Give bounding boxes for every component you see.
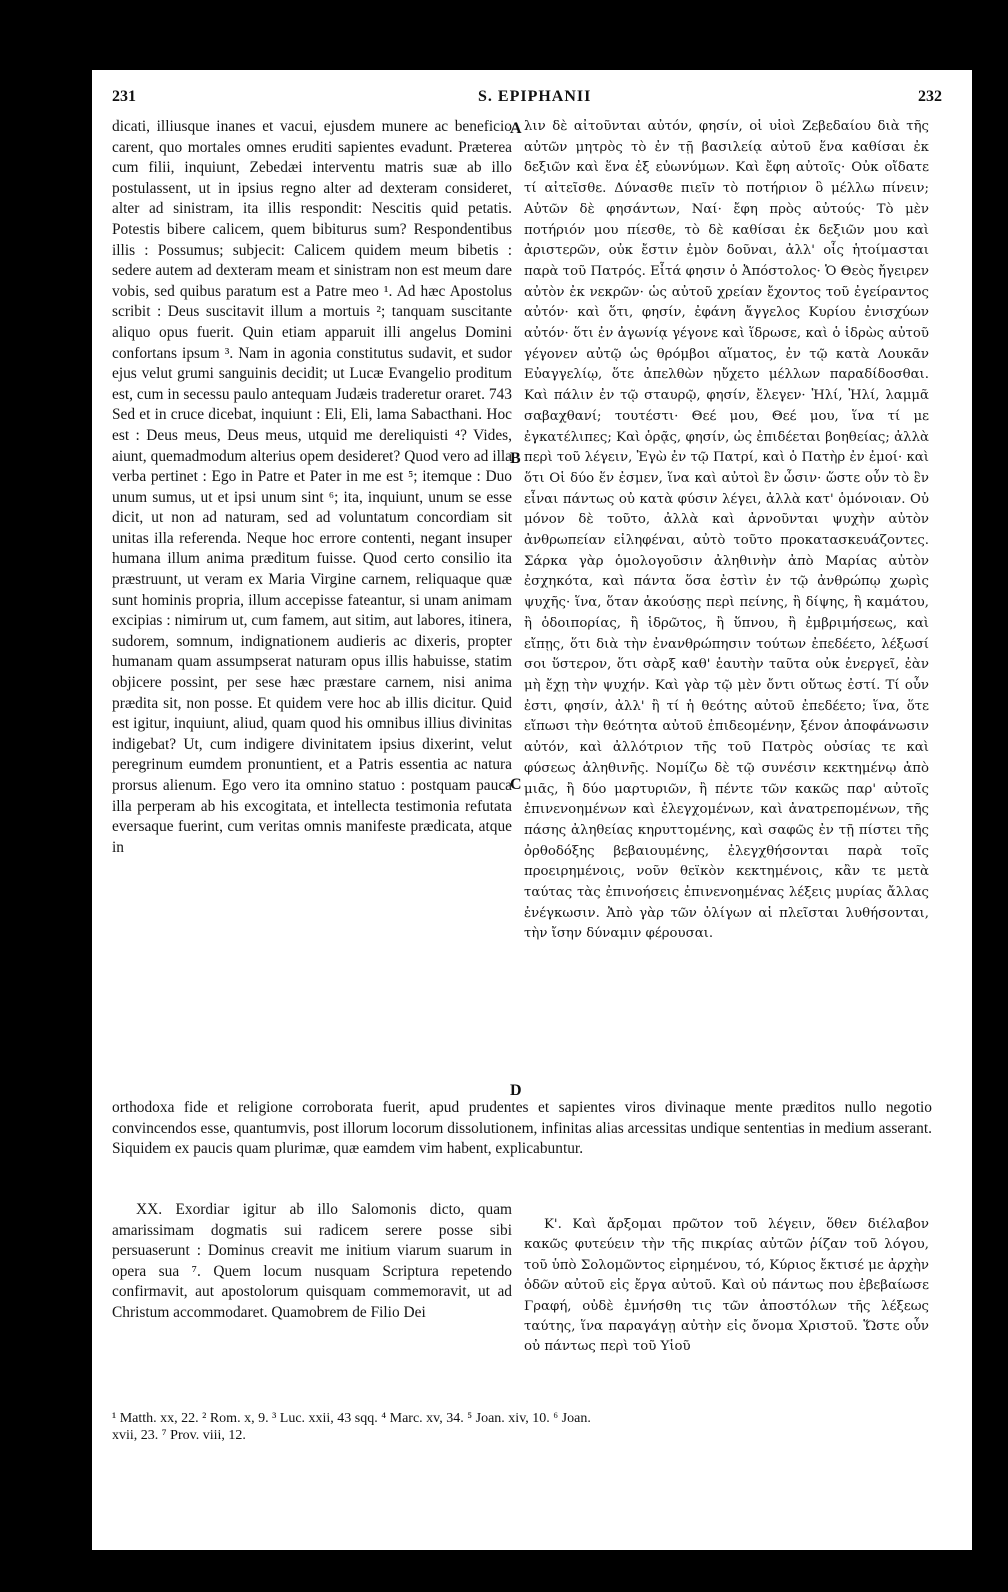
- full-width-text: orthodoxa fide et religione corroborata fuerit, apud prudentes et sapientes viros divinaque mente præditos nullo negotio convincendos esse, quantumvis, post illorum locorum dissolutionem, infinitas alias arcessitas undique sententias in medium asserant. Siquidem ex paucis quam plurimæ, quæ eamdem vim habent, explicabuntur.: [112, 1099, 932, 1158]
- page-number-left: 231: [112, 88, 136, 105]
- greek-column-section-k: [524, 1215, 929, 1415]
- margin-marker-a: A: [510, 120, 522, 137]
- footnote-line-1: ¹ Matth. xx, 22. ² Rom. x, 9. ³ Luc. xxii, 43 sqq. ⁴ Marc. xv, 34. ⁵ Joan. xiv, 10. ⁶ Joan.: [112, 1411, 591, 1426]
- latin-column-section-xx: [112, 1200, 512, 1400]
- greek-text: λιν δὲ αἰτοῦνται αὐτόν, φησίν, οἱ υἱοὶ Ζεβεδαίου διὰ τῆς αὐτῶν μητρὸς τὸ ἐν τῇ βασιλείᾳ αὐτοῦ ἕνα καθίσαι ἐκ δεξιῶν καὶ ἕνα ἐξ εὐωνύμων. Καὶ ἔφη αὐτοῖς· Οὐκ οἴδατε τί αἰτεῖσθε. Δύνασθε πιεῖν τὸ ποτήριον ὃ μέλλω πίνειν; Αὐτῶν δὲ φησάντων, Ναί· ἔφη πρὸς αὐτούς· Τὸ μὲν ποτήριόν μου πίεσθε, τὸ δὲ καθίσαι ἐκ δεξιῶν μου καὶ ἀριστερῶν, οὐκ ἔστιν ἐμὸν δοῦναι, ἀλλ' οἷς ἡτοίμασται παρὰ τοῦ Πατρός. Εἶτά φησιν ὁ Ἀπόστολος· Ὁ Θεὸς ἤγειρεν αὐτὸν ἐκ νεκρῶν· ὡς αὐτοῦ χρείαν ἔχοντος τοῦ ἐγείραντος αὐτόν· καὶ ὅτι, φησίν, ἐφάνη ἄγγελος Κυρίου ἐνισχύων αὐτόν· ὅτι ἐν ἀγωνίᾳ γέγονε καὶ ἵδρωσε, καὶ ὁ ἱδρὼς αὐτοῦ γέγονεν αὐτῷ ὡς θρόμβοι αἵματος, ἐν τῷ κατὰ Λουκᾶν Εὐαγγελίῳ, ὅτε ἀπελθὼν ηὔχετο μέλλων παραδίδοσθαι. Καὶ πάλιν ἐν τῷ σταυρῷ, φησίν, ἔλεγεν· Ἠλί, Ἠλί, λαμμᾶ σαβαχθανί; τουτέστι· Θεέ μου, Θεέ μου, ἵνα τί με ἐγκατέλιπες; Καὶ ὁρᾷς, φησίν, ὡς ἐπιδέεται βοηθείας; ἀλλὰ περὶ τοῦ λέγειν, Ἐγὼ ἐν τῷ Πατρί, καὶ ὁ Πατὴρ ἐν ἐμοί· καὶ ὅτι Οἱ δύο ἕν ἐσμεν, ἵνα καὶ αὐτοὶ ἓν ὦσιν· ὥστε οὖν τὸ ἓν εἶναι πάντως οὐ κατὰ φύσιν λέγει, ἀλλὰ κατ' ὁμόνοιαν. Οὐ μόνον δὲ τοῦτο, ἀλλὰ καὶ ἀρνοῦνται ψυχὴν αὐτὸν ἀνθρωπείαν εἰληφέναι, αὐτὸ τοῦτο προκατασκευάζοντες. Σάρκα γὰρ ὁμολογοῦσιν ἀληθινὴν ἀπὸ Μαρίας αὐτὸν ἐσχηκότα, καὶ πάντα ὅσα ἐστὶν ἐν τῷ ἀνθρώπῳ χωρὶς ψυχῆς· ἵνα, ὅταν ἀκούσῃς περὶ πείνης, ἢ δίψης, ἢ καμάτου, ἢ ὁδοιπορίας, ἢ ἱδρῶτος, ἢ ὕπνου, ἢ ἐμβριμήσεως, καὶ εἴπῃς, ὅτι διὰ τὴν ἐνανθρώπησιν τούτων ἐπεδέετο, λέξωσί σοι ὕστερον, ὅτι σὰρξ καθ' ἑαυτὴν ταῦτα οὐκ ἐνεργεῖ, ἐὰν μὴ ἔχῃ τὴν ψυχήν. Καὶ γὰρ τῷ μὲν ὄντι οὕτως ἐστί. Τί οὖν ἐστι, φησίν, ἀλλ' ἢ τί ἡ θεότης αὐτοῦ ἐπεδέετο; ἵνα, ὅτε εἴπωσι τὴν θεότητα αὐτοῦ ἐπιδεομένην, ξένον ἀποφάνωσιν αὐτόν, καὶ ἀλλότριον τῆς τοῦ Πατρὸς οὐσίας τε καὶ φύσεως ἀληθινῆς. Νομίζω δὲ τῷ συνέσιν κεκτημένῳ ἀπὸ μιᾶς, ἢ δύο μαρτυριῶν, ἢ πέντε τῶν κακῶς παρ' αὐτοῖς ἐπινενοημένων καὶ ἐλεγχομένων, καὶ ἀνατρεπομένων, τῆς πάσης ἀληθείας κηρυττομένης, καὶ σαφῶς ἐν τῇ πίστει τῆς ὀρθοδόξης βεβαιουμένης, ἐλεγχθήσονται παρὰ τοῖς προειρημένοις, νοῦν θεϊκὸν κεκτημένοις, κἂν τε μετὰ ταύτας τὰς ἐπινοήσεις ἐπινενοημένας λέξεις μυρίας ἄλλας ἐνέγκωσιν. Ἀπὸ γὰρ τῶν ὀλίγων αἱ πλεῖσται λυθήσονται, τὴν ἴσην δύναμιν φέρουσαι.: [524, 119, 929, 942]
- greek-column: [524, 117, 929, 1109]
- latin-section-xx-text: XX. Exordiar igitur ab illo Salomonis dicto, quam amarissimam dogmatis sui radicem serere posse sibi persuaserunt : Dominus creavit me initium viarum suarum in opera sua ⁷. Quem locum nusquam Scriptura repetendo confirmavit, aut apostolorum quisquam commemoravit, ut ad Christum accommodaret. Quamobrem de Filio Dei: [112, 1201, 512, 1321]
- page-header: [112, 80, 942, 114]
- full-width-paragraph: [112, 1098, 932, 1160]
- running-title: S. EPIPHANII: [478, 88, 592, 105]
- footnote-line-2: xvii, 23. ⁷ Prov. viii, 12.: [112, 1428, 246, 1443]
- latin-text: dicati, illiusque inanes et vacui, ejusdem munere ac beneficio carent, quo mortales omnes eruditi sapientes evadunt. Præterea cum filii, inquiunt, Zebedæi interventu matris suæ ab illo postulassent, ut in ipsius regno alter ad dexteram consideret, alter ad sinistram, ita illis respondit: Nescitis quid petatis. Potestis bibere calicem, quem bibiturus sum? Respondentibus illis : Possumus; subjecit: Calicem quidem meum bibetis : sedere autem ad dexteram meam et sinistram non est meum dare vobis, sed quibus paratum est a Patre meo ¹. Ad hæc Apostolus scribit : Deus suscitavit illum a mortuis ²; tanquam suscitante aliquo opus fuerit. Quin etiam apparuit illi angelus Domini confortans ipsum ³. Nam in agonia constitutus sudavit, et sudor ejus velut grumi sanguinis decidit; ut Lucæ Evangelio proditum est, cum in secessu paulo antequam Judæis traderetur oraret. 743 Sed et in cruce dicebat, inquiunt : Eli, Eli, lama Sabacthani. Hoc est : Deus meus, Deus meus, utquid me dereliquisti ⁴? Vides, aiunt, quemadmodum alterius opem desideret? Quod vero ad illa verba pertinet : Ego in Patre et Pater in me est ⁵; itemque : Duo unum sumus, ut et ipsi unum sint ⁶; ita, inquiunt, unum se esse dicit, ut non ad naturam, sed ad voluntatum concordiam sit unitas illa referenda. Neque hoc errore contenti, negant insuper humana illum anima præditum fuisse. Quod certo consilio ita præstruunt, ut veram ex Maria Virgine carnem, reliquaque quæ sunt hominis propria, illum accepisse fateantur, si unam animam excipias : nimirum ut, cum famem, aut sitim, aut labores, itinera, sudorem, somnum, indignationem audieris ac dixeris, propter humanam quam assumpserat naturam opus illis habuisse, statim objicere possint, per sese hæc præstare carnem, nisi anima prædita sit, non posse. Et quidem vere hoc ab illis dicitur. Quid est igitur, inquiunt, aliud, quam quod his omnibus illius divinitas indigebat? Ut, cum indigere divinitatem ipsius dixerint, velut peregrinum eumdem pronuntient, et a Patris essentia ac natura prorsus alienum. Ego vero ita omnino statuo : postquam pauca illa perperam ab his excogitata, et intellecta testimonia refutata eversaque fuerint, cum veritas omnis manifeste prædicata, atque in: [112, 118, 512, 856]
- margin-marker-d: D: [510, 1082, 522, 1099]
- greek-section-k-text: Κ'. Καὶ ἄρξομαι πρῶτον τοῦ λέγειν, ὅθεν διέλαβον κακῶς φυτεύειν τὴν τῆς πικρίας αὐτῶν ῥίζαν τοῦ λόγου, τοῦ ὑπὸ Σολομῶντος εἰρημένου, τό, Κύριος ἔκτισέ με ἀρχὴν ὁδῶν αὐτοῦ εἰς ἔργα αὐτοῦ. Καὶ οὐ πάντως που ἐβεβαίωσε Γραφή, οὐδὲ ἐμνήσθη τις τῶν ἀποστόλων τῆς λέξεως ταύτης, ἵνα παραγάγῃ αὐτὴν εἰς ὄνομα Χριστοῦ. Ὥστε οὖν οὐ πάντως περὶ τοῦ Υἱοῦ: [524, 1217, 929, 1355]
- margin-marker-c: C: [510, 776, 522, 793]
- page-number-right: 232: [918, 88, 942, 105]
- scanned-page: [92, 70, 972, 1550]
- footnotes: [112, 1410, 932, 1444]
- latin-column: [112, 117, 512, 1089]
- margin-marker-b: B: [510, 450, 521, 467]
